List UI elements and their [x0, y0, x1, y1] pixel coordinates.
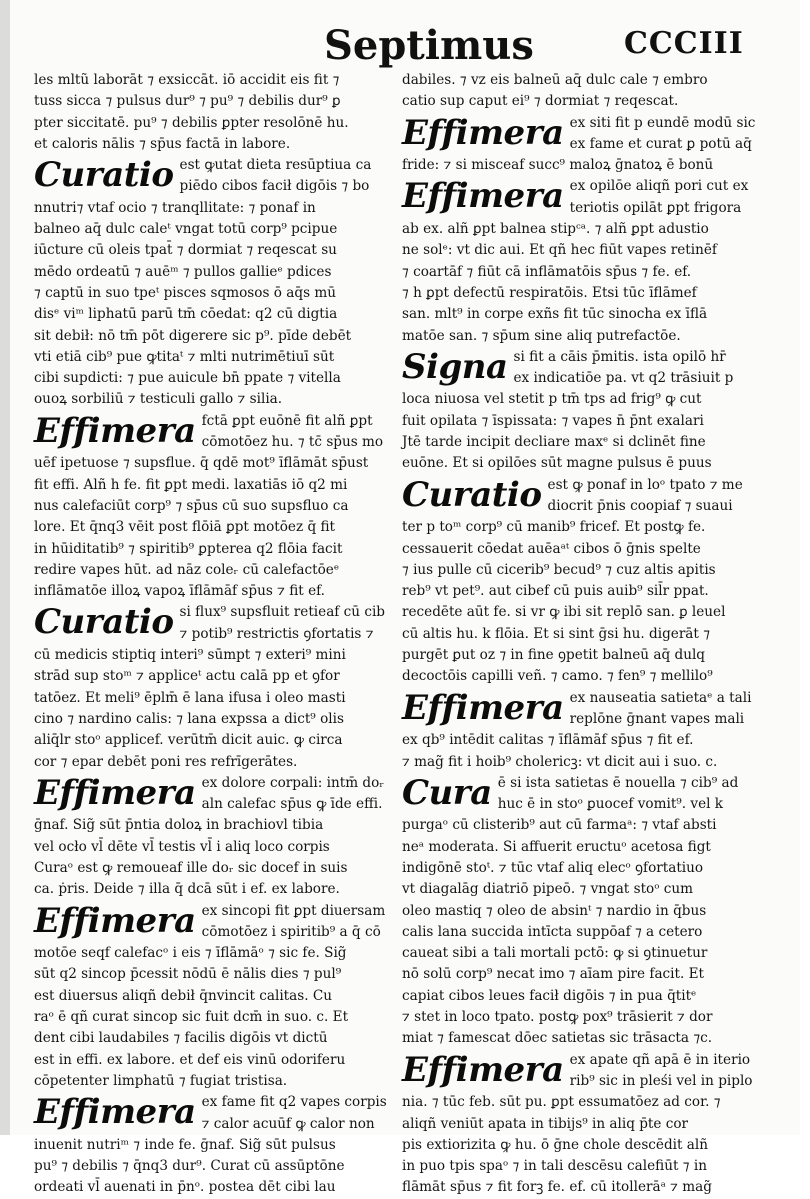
continued-text: dabiles. ⁊ vz eis balneū aq̄ dulc cale ⁊ embro catio sup caput ei⁹ ⁊ dormiat ⁊ reqescat. [402, 72, 708, 110]
section-text: si fit a cāis p̄mitis. ista opilō hr̄ ex indicatiōe pa. vt q2 trāsiuit p loca niuosa vel stetit p tm̄ tps ad frig⁹ ꝙ cut fuit opilata ⁊ īspissata: ⁊ vapes n̄ p̄nt exalari Jtē tarde incipit decliare maxᵉ si dclinēt fine euōne. Et si opilōes sūt magne pulsus ē puus [402, 348, 734, 472]
rubric-heading: Effimera [402, 1049, 564, 1090]
rubric-section [402, 113, 764, 177]
section-text: est ꝙutat dieta resūptiua ca piēdo cibos facił digōis ⁊ bo nnutri⁊ vtaf ocio ⁊ tranqllitate: ⁊ ponaf in balneo aq̄ dulc caleᵗ vngat totū corp⁹ pcipue iūcture cū oleis tpat̄ ⁊ dormiat ⁊ reqescat su mēdo ordeatū ⁊ auēᵐ ⁊ pullos gallieᵉ pdices ⁊ captū in suo tpeᵗ pisces sqmosos ō aq̄s mū disᵉ viᵐ liphatū parū tm̄ cōedat: q2 cū digtia sit debił: nō tm̄ pōt digerere sic p⁹. pīde debēt vti etiā cib⁹ pue ꝙtitaᵗ ⁊ mlti nutrimētiuī sūt cibi supdicti: ⁊ pue auicule bn̄ ppate ⁊ vitella ouoꝝ sorbiliū ⁊ testiculi gallo ⁊ silia. [34, 157, 372, 408]
section-text: ex dolore corpali: intm̄ doᵣ aln calefac sp̄us ꝙ īde effi. ḡnaf. Sig̃ sūt p̄ntia doloꝝ in brachiovl tibia vel ocło vl̄ dēte vl̄ testis vl̄ i aliq loco corpis Curaᵒ est ꝙ remoueaf ille doᵣ sic docef in suis ca. ṗris. Deide ⁊ illa q̄ dcā sūt i ef. ex labore. [34, 774, 385, 898]
rubric-section [402, 1050, 764, 1199]
folio-number: CCCIII [624, 26, 744, 61]
rubric-section [34, 1092, 396, 1198]
section-text: si flux⁹ supsfluit retieaf cū cib ⁊ potib⁹ restrictis ꝯfortatis ⁊ cū medicis stiptiq interi⁹ sūmpt ⁊ exteri⁹ mini strād sup stoᵐ ⁊ appliceᵗ actu calā pp et ꝯfor tatōez. Et meli⁹ ēplm̄ ē lana ifusa i oleo masti cino ⁊ nardino calis: ⁊ lana expssa a dict⁹ olis aliq̄lr stoᵒ applicef. verūtm̄ dicit auic. ꝙ circa cor ⁊ epar debēt poni res refrīgerātes. [34, 604, 386, 770]
section-text: ex sincopi fit ꝑpt diuersam cōmotōez i spiritib⁹ a q̄ cō motōe seqf calefacᵒ i eis ⁊ īflāmāᵒ ⁊ sic fe. Sig̃ sūt q2 sincop p̄cessit nōdū ē nālis dies ⁊ pul⁹ est diuersus aliqñ debił q̄nvincit calitas. Cu raᵒ ē qñ curat sincop sic fuit dcm̄ in suo. c. Et dent cibi laudabiles ⁊ facilis digōis vt dictū est in effi. ex labore. et def eis vinū odoriferu cōpetenter limphatū ⁊ fugiat tristisa. [34, 902, 386, 1089]
rubric-section [402, 475, 764, 688]
section-text: ex fame fit q2 vapes corpis ⁊ calor acuūf ꝙ calor non inuenit nutriᵐ ⁊ inde fe. ḡnaf. Sig̃ sūt pulsus pu⁹ ⁊ debilis ⁊ q̄nq3 dur⁹. Curat cū assūptōne ordeati vl̄ auenati in p̄nᵒ. postea dēt cibi lau [34, 1094, 387, 1196]
section-text: ē si ista satietas ē nouella ⁊ cib⁹ ad huc ē in stoᵒ ꝑuocef vomit⁹. vel k purgaᵒ cū clisterib⁹ aut cū farmaᵃ: ⁊ vtaf absti neᵃ moderata. Si affuerit eructuᵒ acetosa figt indigōnē stoᵗ. ⁊ tūc vtaf aliq elecᵒ ꝯfortatiuo vt diagalāg diatriō pipeō. ⁊ vngat stoᵒ cum oleo mastiq ⁊ oleo de absinᵗ ⁊ nardio in q̄bus calis lana succida intīcta suppōaf ⁊ a cetero caueat sibi a tali mortali pctō: ꝙ si ꝯtinuetur nō solū corp⁹ necat imo ⁊ aīam pire facit. Et capiat cibos leues facił digōis ⁊ in pua q̄titᵉ ⁊ stet in loco tpato. postꝙ pox⁹ trāsierit ⁊ dor miat ⁊ famescat dōec satietas sic trāsacta ⁊c. [402, 774, 739, 1047]
rubric-heading: Cura [402, 772, 492, 813]
running-head [10, 14, 810, 70]
section-text: ex apate qñ apā ē in iterio rib⁹ sic in pleśi vel in piplo nia. ⁊ tūc feb. sūt pu. ꝑpt essumatōez ad cor. ⁊ aliqñ veniūt apata in tibijs⁹ in aliq p̄te cor pis extiorizita ꝙ hu. ō ḡne chole descēdit alñ in puo tpis spaᵒ ⁊ in tali descēsu calefiūt ⁊ in flāmāt sp̄us ⁊ fit forꝫ fe. ef. cū itollerāᵃ ⁊ mag̃ [402, 1051, 753, 1196]
rubric-heading: Effimera [34, 1092, 196, 1133]
page-title: Septimus [324, 22, 534, 69]
rubric-heading: Effimera [34, 772, 196, 813]
rubric-section [34, 602, 396, 772]
rubric-section [402, 688, 764, 773]
rubric-section [402, 176, 764, 346]
rubric-heading: Effimera [34, 900, 196, 941]
rubric-heading: Curatio [34, 602, 174, 643]
rubric-section [34, 773, 396, 901]
right-column [402, 70, 764, 1196]
section-text: est ꝙ ponaf in loᵒ tpato ⁊ me diocrit p̄nis coopiaf ⁊ suaui ter p toᵐ corp⁹ cū manib⁹ fricef. Et postꝙ fe. cessauerit cōedat auēaᵃᵗ cibos ō ḡnis spelte ⁊ ius pulle cū cicerib⁹ becud⁹ ⁊ cuz altis apitis reb⁹ vt pet⁹. aut cibef cū puis auib⁹ sil̄r ppat. recedēte aūt fe. si vr ꝙ ibi sit replō san. ꝑ leuel cū altis hu. k flōia. Et si sint ḡsi hu. digerāt ⁊ purgēt ꝑut oz ⁊ in fine ꝯpetit balneū aq̄ dulq decoctōis capilli veñ. ⁊ camo. ⁊ fen⁹ ⁊ mellilo⁹ [402, 476, 743, 685]
rubric-section [34, 901, 396, 1093]
rubric-heading: Curatio [402, 474, 542, 515]
left-column [34, 70, 396, 1196]
rubric-section [402, 773, 764, 1050]
rubric-section [34, 411, 396, 603]
section-text: ex nauseatia satietaᵉ a tali replōne ḡnant vapes mali ex qb⁹ intēdit calitas ⁊ īflāmāf sp̄us ⁊ fit ef. ⁊ mag̃ fit i hoib⁹ cholericꝫ: vt dicit aui i suo. c. [402, 689, 752, 770]
section-text: fctā ꝑpt euōnē fit alñ ꝑpt cōmotōez hu. ⁊ tc̄ sp̄us mo uēf ipetuose ⁊ supsflue. q̄ qdē mot⁹ īflāmāt sp̄ust fit effi. Alñ h fe. fit ꝑpt medi. laxatiās iō q2 mi nus calefaciūt corp⁹ ⁊ sp̄us cū suo supsfluo ca lore. Et q̄nq3 vēit post flōiā ꝑpt motōez q̄ fit in hūiditatib⁹ ⁊ spiritib⁹ ꝑpterea q2 flōia facit redire vapes hūt. ad nāz coleᵣ cū calefactōeᵉ inflāmatōe illoꝝ vapoꝝ īflāmāf sp̄us ⁊ fit ef. [34, 412, 384, 600]
rubric-section [402, 347, 764, 475]
section-text: ex opilōe aliqñ pori cut ex teriotis opilāt ꝑpt frigora ab ex. alñ ꝑpt balnea stipᶜᵃ. ⁊ alñ ꝑpt adustio ne solᵉ: vt dic aui. Et qñ hec fiūt vapes retinēf ⁊ coartāf ⁊ fiūt cā inflāmatōis sp̄us ⁊ fe. ef. ⁊ h ꝑpt defectū respiratōis. Etsi tūc īflāmef san. mlt⁹ in corpe exñs fit tūc sinocha ex īflā matōe san. ⁊ sp̄um sine aliq putrefactōe. [402, 178, 749, 344]
rubric-heading: Effimera [402, 176, 564, 217]
rubric-heading: Curatio [34, 155, 174, 196]
rubric-heading: Signa [402, 346, 508, 387]
rubric-heading: Effimera [34, 410, 196, 451]
rubric-heading: Effimera [402, 112, 564, 153]
continued-text: les mltũ laborāt ⁊ exsiccāt. iō accidit eis fit ⁊ tuss sicca ⁊ pulsus dur⁹ ⁊ pu⁹ ⁊ debilis dur⁹ ꝑ pter siccitatē. pu⁹ ⁊ debilis ꝑpter resolōnē hu. et caloris nālis ⁊ sp̄us factā in labore. [34, 72, 349, 152]
rubric-section [34, 155, 396, 411]
section-text: ex siti fit p eundē modū sic ex fame et curat ꝑ potū aq̄ fride: ⁊ si misceaf succ⁹ maloꝝ ḡnatoꝝ ē bonū [402, 114, 756, 174]
rubric-heading: Effimera [402, 687, 564, 728]
